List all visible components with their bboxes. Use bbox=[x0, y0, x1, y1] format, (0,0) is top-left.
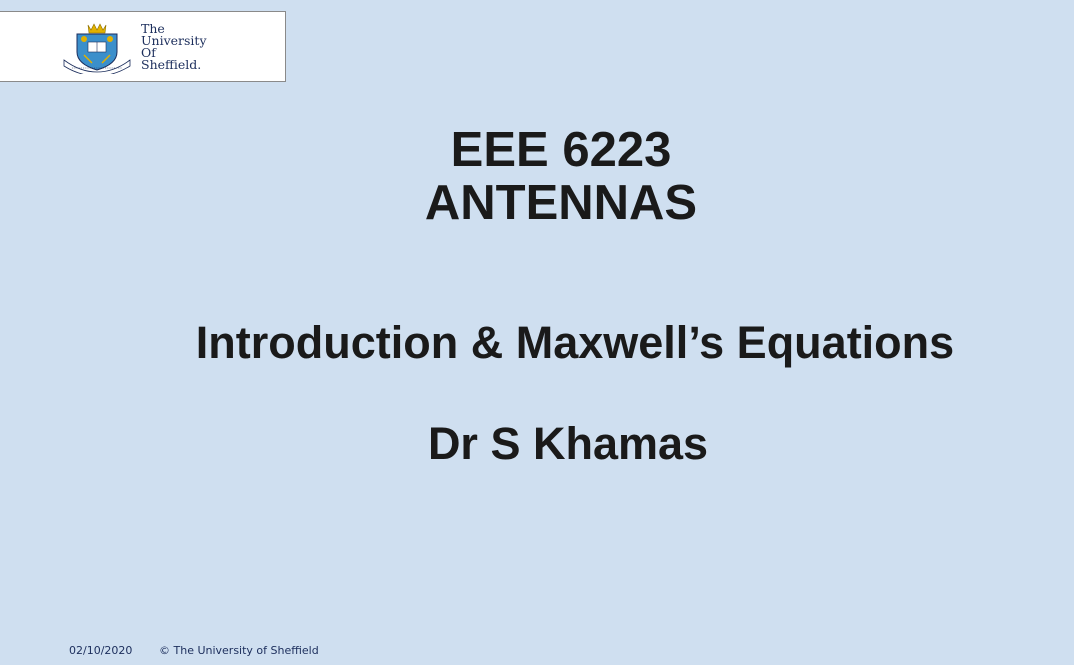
slide-subtitle: Introduction & Maxwell’s Equations bbox=[195, 317, 955, 368]
logo-line-of: Of bbox=[141, 45, 156, 60]
slide-title bbox=[0, 124, 1074, 230]
university-name bbox=[141, 23, 207, 71]
course-name: ANTENNAS bbox=[424, 176, 698, 230]
logo-line-the: The bbox=[141, 21, 165, 36]
university-crest-icon bbox=[62, 22, 132, 74]
slide-author: Dr S Khamas bbox=[427, 418, 709, 469]
course-code: EEE 6223 bbox=[450, 123, 672, 177]
logo-line-sheffield: Sheffield. bbox=[141, 57, 202, 72]
footer-copyright: © The University of Sheffield bbox=[159, 644, 319, 657]
footer-date: 02/10/2020 bbox=[69, 644, 133, 657]
logo-line-university: University bbox=[141, 33, 207, 48]
university-logo bbox=[0, 11, 286, 82]
